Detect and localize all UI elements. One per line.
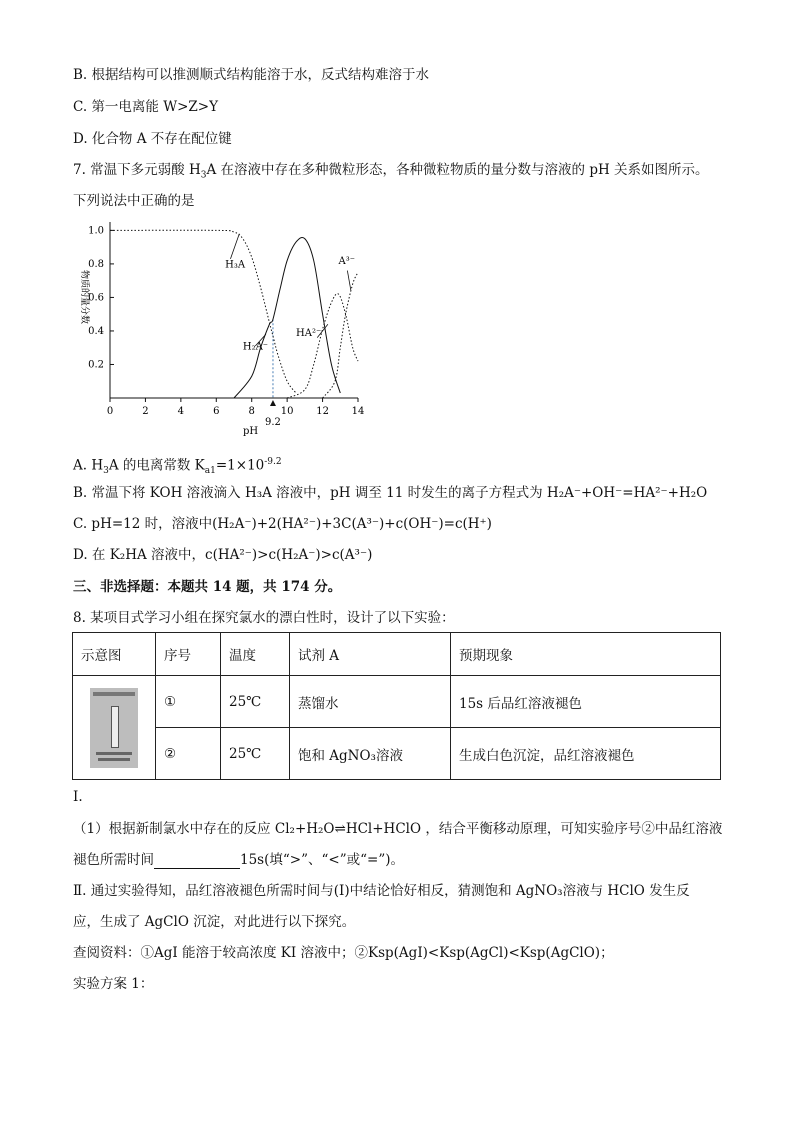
part1-label: Ⅰ.: [73, 789, 83, 805]
curve-label: A³⁻: [338, 255, 356, 267]
section-title: 三、非选择题：本题共 14 题，共 174 分。: [73, 579, 342, 595]
curve-label-arrow: [347, 271, 351, 291]
x-tick-label: 2: [142, 406, 149, 417]
curve-label: H₂A⁻: [242, 341, 269, 353]
part1-question-line1: （1）根据新制氯水中存在的反应 Cl₂+H₂O⇌HCl+HClO ，结合平衡移动原理，可知实验序号②中品红溶液: [73, 821, 723, 837]
chart-axes: [88, 222, 364, 417]
x-tick-label: 4: [177, 406, 185, 417]
x-tick-label: 14: [351, 406, 365, 417]
x-tick-label: 10: [280, 406, 294, 417]
y-tick-label: 0.6: [88, 292, 104, 304]
x-tick-label: 0: [106, 406, 114, 417]
y-tick-label: 1.0: [88, 225, 104, 237]
chart-series: [110, 230, 358, 398]
x-tick-label: 8: [248, 406, 255, 417]
answer-blank[interactable]: [154, 854, 240, 869]
table-cell: ①: [156, 676, 221, 728]
option-7c: C. pH=12 时，溶液中(H₂A⁻)+2(HA²⁻)+3C(A³⁻)+c(OH⁻)=c(H⁺): [73, 516, 492, 532]
distribution-chart: [70, 222, 370, 437]
series-H₃A: [110, 230, 296, 393]
option-6b: B. 根据结构可以推测顺式结构能溶于水，反式结构难溶于水: [73, 67, 430, 83]
ph-marker-label: 9.2: [265, 417, 281, 428]
test-tube-diagram: [90, 688, 138, 768]
q8-stem: 8. 某项目式学习小组在探究氯水的漂白性时，设计了以下实验：: [73, 610, 455, 626]
table-row: [73, 676, 721, 728]
q7-stem-line2: 下列说法中正确的是: [73, 193, 195, 209]
x-tick-label: 6: [213, 406, 220, 417]
curve-label-arrow: [230, 234, 239, 259]
table-cell: 25℃: [221, 676, 290, 728]
table-header: 预期现象: [451, 633, 721, 676]
option-7d: D. 在 K₂HA 溶液中，c(HA²⁻)>c(H₂A⁻)>c(A³⁻): [73, 547, 373, 563]
table-header: 序号: [156, 633, 221, 676]
option-6d: D. 化合物 A 不存在配位键: [73, 131, 232, 147]
part2-line2: 应，生成了 AgClO 沉淀，对此进行以下探究。: [73, 914, 356, 930]
part1-question-line2: 褪色所需时间 15s(填“>”、“<”或“=”)。: [73, 852, 404, 868]
series-H₂A⁻: [234, 237, 340, 398]
series-A³⁻: [323, 272, 358, 398]
series-HA²⁻: [287, 294, 358, 398]
table-cell: 25℃: [221, 728, 290, 780]
y-tick-label: 0.4: [88, 325, 104, 337]
curve-label: HA²⁻: [296, 327, 322, 339]
diagram-cell: [73, 676, 156, 780]
references: 查阅资料：①AgI 能溶于较高浓度 KI 溶液中；②Ksp(AgI)<Ksp(AgCl)<Ksp(AgClO)；: [73, 945, 614, 961]
table-cell: ②: [156, 728, 221, 780]
q7-stem-line1: 7. 常温下多元弱酸 $H_3A$ 在溶液中存在多种微粒形态，各种微粒物质的量分数与溶液的 pH 关系如图所示。: [73, 162, 709, 181]
table-header: 温度: [221, 633, 290, 676]
part2-line1: Ⅱ. 通过实验得知，品红溶液褪色所需时间与(Ⅰ)中结论恰好相反，猜测饱和 AgNO₃溶液与 HClO 发生反: [73, 883, 690, 899]
experiment-table: [72, 632, 721, 780]
table-cell: 蒸馏水: [290, 676, 451, 728]
table-header-row: [73, 633, 721, 676]
table-header: 试剂 A: [290, 633, 451, 676]
y-tick-label: 0.2: [88, 359, 104, 371]
table-header: 示意图: [73, 633, 156, 676]
option-7a: A. $H_3A$ 的电离常数 $K_{a1}=1\times 10^{-9.2}$: [73, 457, 282, 477]
curve-label: H₃A: [225, 259, 246, 271]
y-axis-label: 物质的量分数: [79, 270, 89, 325]
y-tick-label: 0.8: [88, 258, 104, 270]
ph-marker-arrow: [270, 400, 276, 406]
table-cell: 15s 后品红溶液褪色: [451, 676, 721, 728]
x-axis-label: pH: [242, 426, 259, 437]
option-6c: C. 第一电离能 W>Z>Y: [73, 99, 219, 115]
table-cell: 饱和 AgNO₃溶液: [290, 728, 451, 780]
plan-label: 实验方案 1：: [73, 976, 154, 992]
table-row: [73, 728, 721, 780]
option-7b: B. 常温下将 KOH 溶液滴入 H₃A 溶液中，pH 调至 11 时发生的离子方程式为 H₂A⁻+OH⁻=HA²⁻+H₂O: [73, 485, 708, 501]
table-cell: 生成白色沉淀，品红溶液褪色: [451, 728, 721, 780]
x-tick-label: 12: [316, 406, 329, 417]
